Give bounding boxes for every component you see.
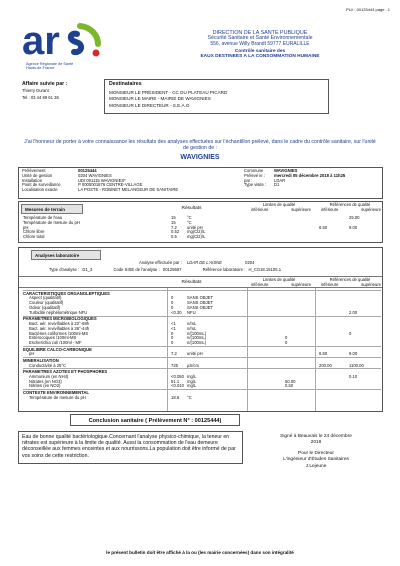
parameter-name: Aspect (qualitatif) [29, 295, 62, 301]
field-value: WAVIGNIES [274, 168, 298, 173]
terrain-block [18, 201, 383, 243]
cell-value: 51.1 [171, 378, 180, 384]
cell-value [349, 384, 379, 389]
cell-value: µS/cm [187, 362, 199, 368]
parameter-name: Nitrites (en NO2) [29, 383, 61, 389]
cell-value: °C [187, 394, 192, 400]
field-label: Unité de gestion [22, 172, 53, 178]
parameter-name: Couleur (qualitatif) [29, 300, 64, 306]
section-header: CONTEXTE ENVIRONNEMENTAL [23, 389, 381, 395]
parameter-name: Bact. aér. revivifiables à 36°-44h [29, 325, 90, 331]
cell-value: SANS OBJET [187, 300, 214, 306]
destinataire-item: MONSIEUR LE MAIRE - MAIRIE DE WAVIGNIES [109, 96, 211, 102]
cell-value [349, 341, 379, 346]
page-reference: PLV : 00125444 page : 1 [346, 7, 390, 12]
cell-value: 9.00 [349, 351, 358, 357]
cell-value: 0 [171, 304, 174, 310]
signature-year: 2018 [310, 439, 322, 445]
field-value: UDI 001115 WAVIGNIES* [78, 177, 126, 183]
field-label: Commune [244, 168, 264, 173]
cell-value [251, 396, 285, 401]
cell-value [319, 341, 349, 346]
table-row [23, 396, 381, 401]
terrain-title: Mesures de terrain [21, 204, 83, 214]
footer-note: le présent bulletin doit être affiché à la ou (les mairie concernées) dans son intégralité [106, 550, 294, 555]
table-row [23, 341, 381, 346]
cell-value: SANS OBJET [187, 304, 214, 310]
field-value: 00125444 [78, 168, 97, 173]
destinataires-box [104, 79, 329, 114]
labo-line2: Type d'analyse : D1_3 Code SISE de l'analyse : 00125667 Référence laboratoire : H_CG18.15105.1 [49, 267, 282, 272]
field-value: LA POSTE - ROBINET MELANGEUR DE SANITAIRE [78, 187, 179, 193]
cell-value: 0.10 [349, 373, 358, 379]
logo-region: Hauts-de-France [26, 66, 55, 71]
labo-block [18, 247, 383, 412]
signature-name: J.Lejeune [305, 464, 327, 470]
inf-label: inférieure [251, 282, 269, 287]
terrain-rows [23, 216, 381, 240]
conclusion-title: Conclusion sanitaire ( Prélèvement N° : 00125444) [70, 414, 240, 426]
parameter-name: Entérocoques /100ml-MS [29, 335, 77, 341]
table-row [23, 384, 381, 389]
inf-label: inférieure [321, 282, 339, 287]
terrain-col-results: Résultats [181, 206, 202, 211]
cell-value: 0 [285, 340, 288, 346]
affaire-name: Thierry Durant [22, 87, 49, 93]
field-label: Prélèvement [22, 168, 46, 173]
cell-value: 50.00 [285, 378, 296, 384]
cell-value: mg/L [187, 373, 197, 379]
cell-value [251, 364, 285, 369]
destinataire-item: MONSIEUR LE DIRECTEUR - S.E.A.O [109, 102, 190, 108]
destinataire-item: MONSIEUR LE PRÉSIDENT - CC DU PLATEAU PICARD [109, 89, 228, 95]
parameter-name: Escherichia coli /100ml - MF [29, 340, 82, 346]
cell-value: <1 [171, 325, 176, 331]
cell-value: 6.50 [319, 351, 328, 357]
sup-label: supérieure [361, 207, 381, 212]
cell-value [319, 311, 349, 316]
sup-label: supérieure [291, 282, 311, 287]
cell-value: 725 [171, 362, 178, 368]
inf-label: inférieure [251, 207, 269, 212]
parameter-name: Odeur (qualitatif) [29, 304, 61, 310]
table-row: Chlore total 0.5 mg(Cl2)/L [23, 234, 206, 240]
field-label: par : [244, 177, 253, 183]
affaire-label: Affaire suivie par : [22, 81, 68, 87]
section-header: EQUILIBRE CALCO-CARBONIQUE [23, 346, 381, 352]
cell-value: 2.00 [349, 309, 358, 315]
terrain-col-limits: Limites de qualité [262, 202, 296, 207]
cell-value: n/(100mL) [187, 335, 207, 341]
labo-col-limits: Limites de qualité [262, 276, 296, 282]
commune-title: WAVIGNIES [180, 154, 220, 161]
table-row [23, 352, 381, 357]
labo-col-results: Résultats [181, 280, 202, 285]
cell-value: SANS OBJET [187, 295, 214, 301]
parameter-name: Température de mesure du pH [29, 394, 86, 400]
affaire-block [22, 82, 67, 101]
field-label: Type visite : [244, 182, 267, 188]
field-value: D1 [274, 182, 280, 188]
field-value: 0204 WAVIGNIES [78, 172, 112, 178]
table-row [23, 364, 381, 369]
cell-value [251, 341, 285, 346]
prelevement-left [22, 169, 222, 193]
parameter-name: Bactéries coliformes /100ml-MS [29, 330, 89, 336]
cell-value [319, 396, 349, 401]
signature-role: L'ingénieur d'Études Sanitaires [283, 456, 349, 462]
cell-value: unité pH [187, 351, 203, 357]
table-row [23, 311, 381, 316]
labo-title: Analyses laboratoire [31, 250, 101, 260]
cell-value: 0 [171, 300, 174, 306]
cell-value: NFU [187, 309, 196, 315]
cell-value: <0.010 [171, 383, 184, 389]
cell-value [251, 311, 285, 316]
header-address: 556, avenue Willy Brandt 59777 EURALILLE [210, 41, 310, 48]
field-label: Prélevé le : [244, 172, 265, 178]
header-control: Contrôle sanitaire des [234, 48, 286, 54]
labo-col-refs: Références de qualité [329, 276, 371, 282]
section-header: MINERALISATION [23, 357, 381, 363]
cell-value [285, 364, 319, 369]
field-value: mercredi 05 décembre 2018 à 11h25 [274, 172, 346, 178]
cell-value: 0 [171, 295, 174, 301]
inf-label: inférieure [321, 207, 339, 212]
table-row: pH 7.2 unité pH 6.50 9.00 [23, 224, 358, 230]
parameter-name: Turbidité néphélométrique NFU [29, 309, 88, 315]
logo-letters-ar: ar [22, 22, 60, 60]
signature-pour: Pour le Directeur [298, 451, 334, 457]
cell-value: 0 [349, 330, 352, 336]
sup-label: supérieure [291, 207, 311, 212]
issuer-header [150, 30, 370, 60]
section-header: CARACTERISTIQUES ORGANOLEPTIQUES [23, 290, 381, 296]
table-row: Température de l'eau 15 °C 25.00 [23, 215, 360, 220]
field-value: P 0000001876 CENTRE-VILLAGE [78, 182, 143, 188]
cell-value: mg/L [187, 383, 197, 389]
cell-value [251, 384, 285, 389]
cell-value: 0.50 [285, 383, 294, 389]
field-label: Installation [22, 177, 43, 183]
logo-tagline: Agence Régionale de Santé [26, 61, 74, 66]
cell-value: <1 [171, 320, 176, 326]
labo-rows [23, 290, 381, 400]
cell-value [285, 396, 319, 401]
destinataires-title: Destinataires [109, 81, 142, 87]
conclusion-text: Eau de bonne qualité bactériologique.Concernant l'analyse physico-chimique, la teneur en nitrates est supérieure à la limite de qualité. Aussi la consommation de l'eau demeure déconseillée aux femmes enceintes et aux nourrissons.La population doit être informé de par vos soins de cette restriction. [18, 431, 243, 464]
parameter-name: Bact. aér. revivifiables à 22°-68h [29, 320, 90, 326]
cell-value [251, 352, 285, 357]
labo-line1: Analyse effectuée par : LDAR DE L'AISNE 0204 [139, 260, 255, 265]
cell-value: <0.050 [171, 373, 184, 379]
parameter-name: Nitrates (en NO3) [29, 378, 62, 384]
cell-value: n/(100mL) [187, 340, 207, 346]
terrain-col-refs: Références de qualité [329, 202, 371, 207]
parameter-name: pH [29, 351, 35, 357]
sup-label: supérieure [361, 282, 381, 287]
affaire-tel: Tel : 03 44 89 61 36 [22, 94, 59, 100]
ars-logo [22, 22, 108, 70]
field-label: Point de surveillance [22, 182, 61, 188]
cell-value [319, 384, 349, 389]
cell-value: 200.00 [319, 362, 332, 368]
section-header: PARAMETRES AZOTES ET PHOSPHORES [23, 368, 381, 374]
intro-text: J'ai l'honneur de porter à votre connaissance les résultats des analyses effectuées sur l'échantillon prélevé, dans le cadre du contrôle sanitaire, sur l'unité de gestion de : [24, 139, 376, 151]
prelevement-right [244, 169, 382, 188]
prelevement-block [18, 167, 383, 199]
field-label: Localisation exacte [22, 187, 58, 193]
section-header: PARAMETRES MICROBIOLOGIQUES [23, 316, 381, 322]
parameter-name: Conductivité à 25°C [29, 362, 67, 368]
header-eaux: EAUX DESTINEES A LA CONSOMMATION HUMAINE [200, 54, 320, 60]
cell-value: 0 [171, 330, 174, 336]
header-service: Sécurité Sanitaire et Santé Environnementale [207, 35, 313, 42]
header-direction: DIRECTION DE LA SANTE PUBLIQUE [212, 30, 308, 36]
cell-value: n/(100mL) [187, 330, 207, 336]
cell-value [285, 352, 319, 357]
cell-value: 0 [285, 335, 288, 341]
cell-value: 0 [171, 340, 174, 346]
signature-block [250, 434, 382, 470]
labo-col-header [19, 276, 382, 288]
cell-value [349, 396, 379, 401]
cell-value: n/mL [187, 325, 197, 331]
cell-value: 18.6 [171, 394, 180, 400]
table-row: Température de mesure du pH 15 °C [23, 219, 192, 225]
cell-value: <0.30 [171, 309, 182, 315]
parameter-name: Ammonium (en NH4) [29, 373, 69, 379]
cell-value: n/mL [187, 320, 197, 326]
ars-logo-graphic [22, 22, 108, 60]
cell-value: 0 [171, 335, 174, 341]
field-value: LDAR [274, 177, 286, 183]
cell-value: 7.2 [171, 351, 177, 357]
signature-place-date: Signé à Beauvais le 24 décembre [280, 434, 352, 439]
table-row: Chlore libre 0.52 mg(Cl2)/L [23, 229, 206, 235]
cell-value [285, 311, 319, 316]
cell-value: 1100.00 [349, 362, 364, 368]
cell-value: mg/L [187, 378, 197, 384]
